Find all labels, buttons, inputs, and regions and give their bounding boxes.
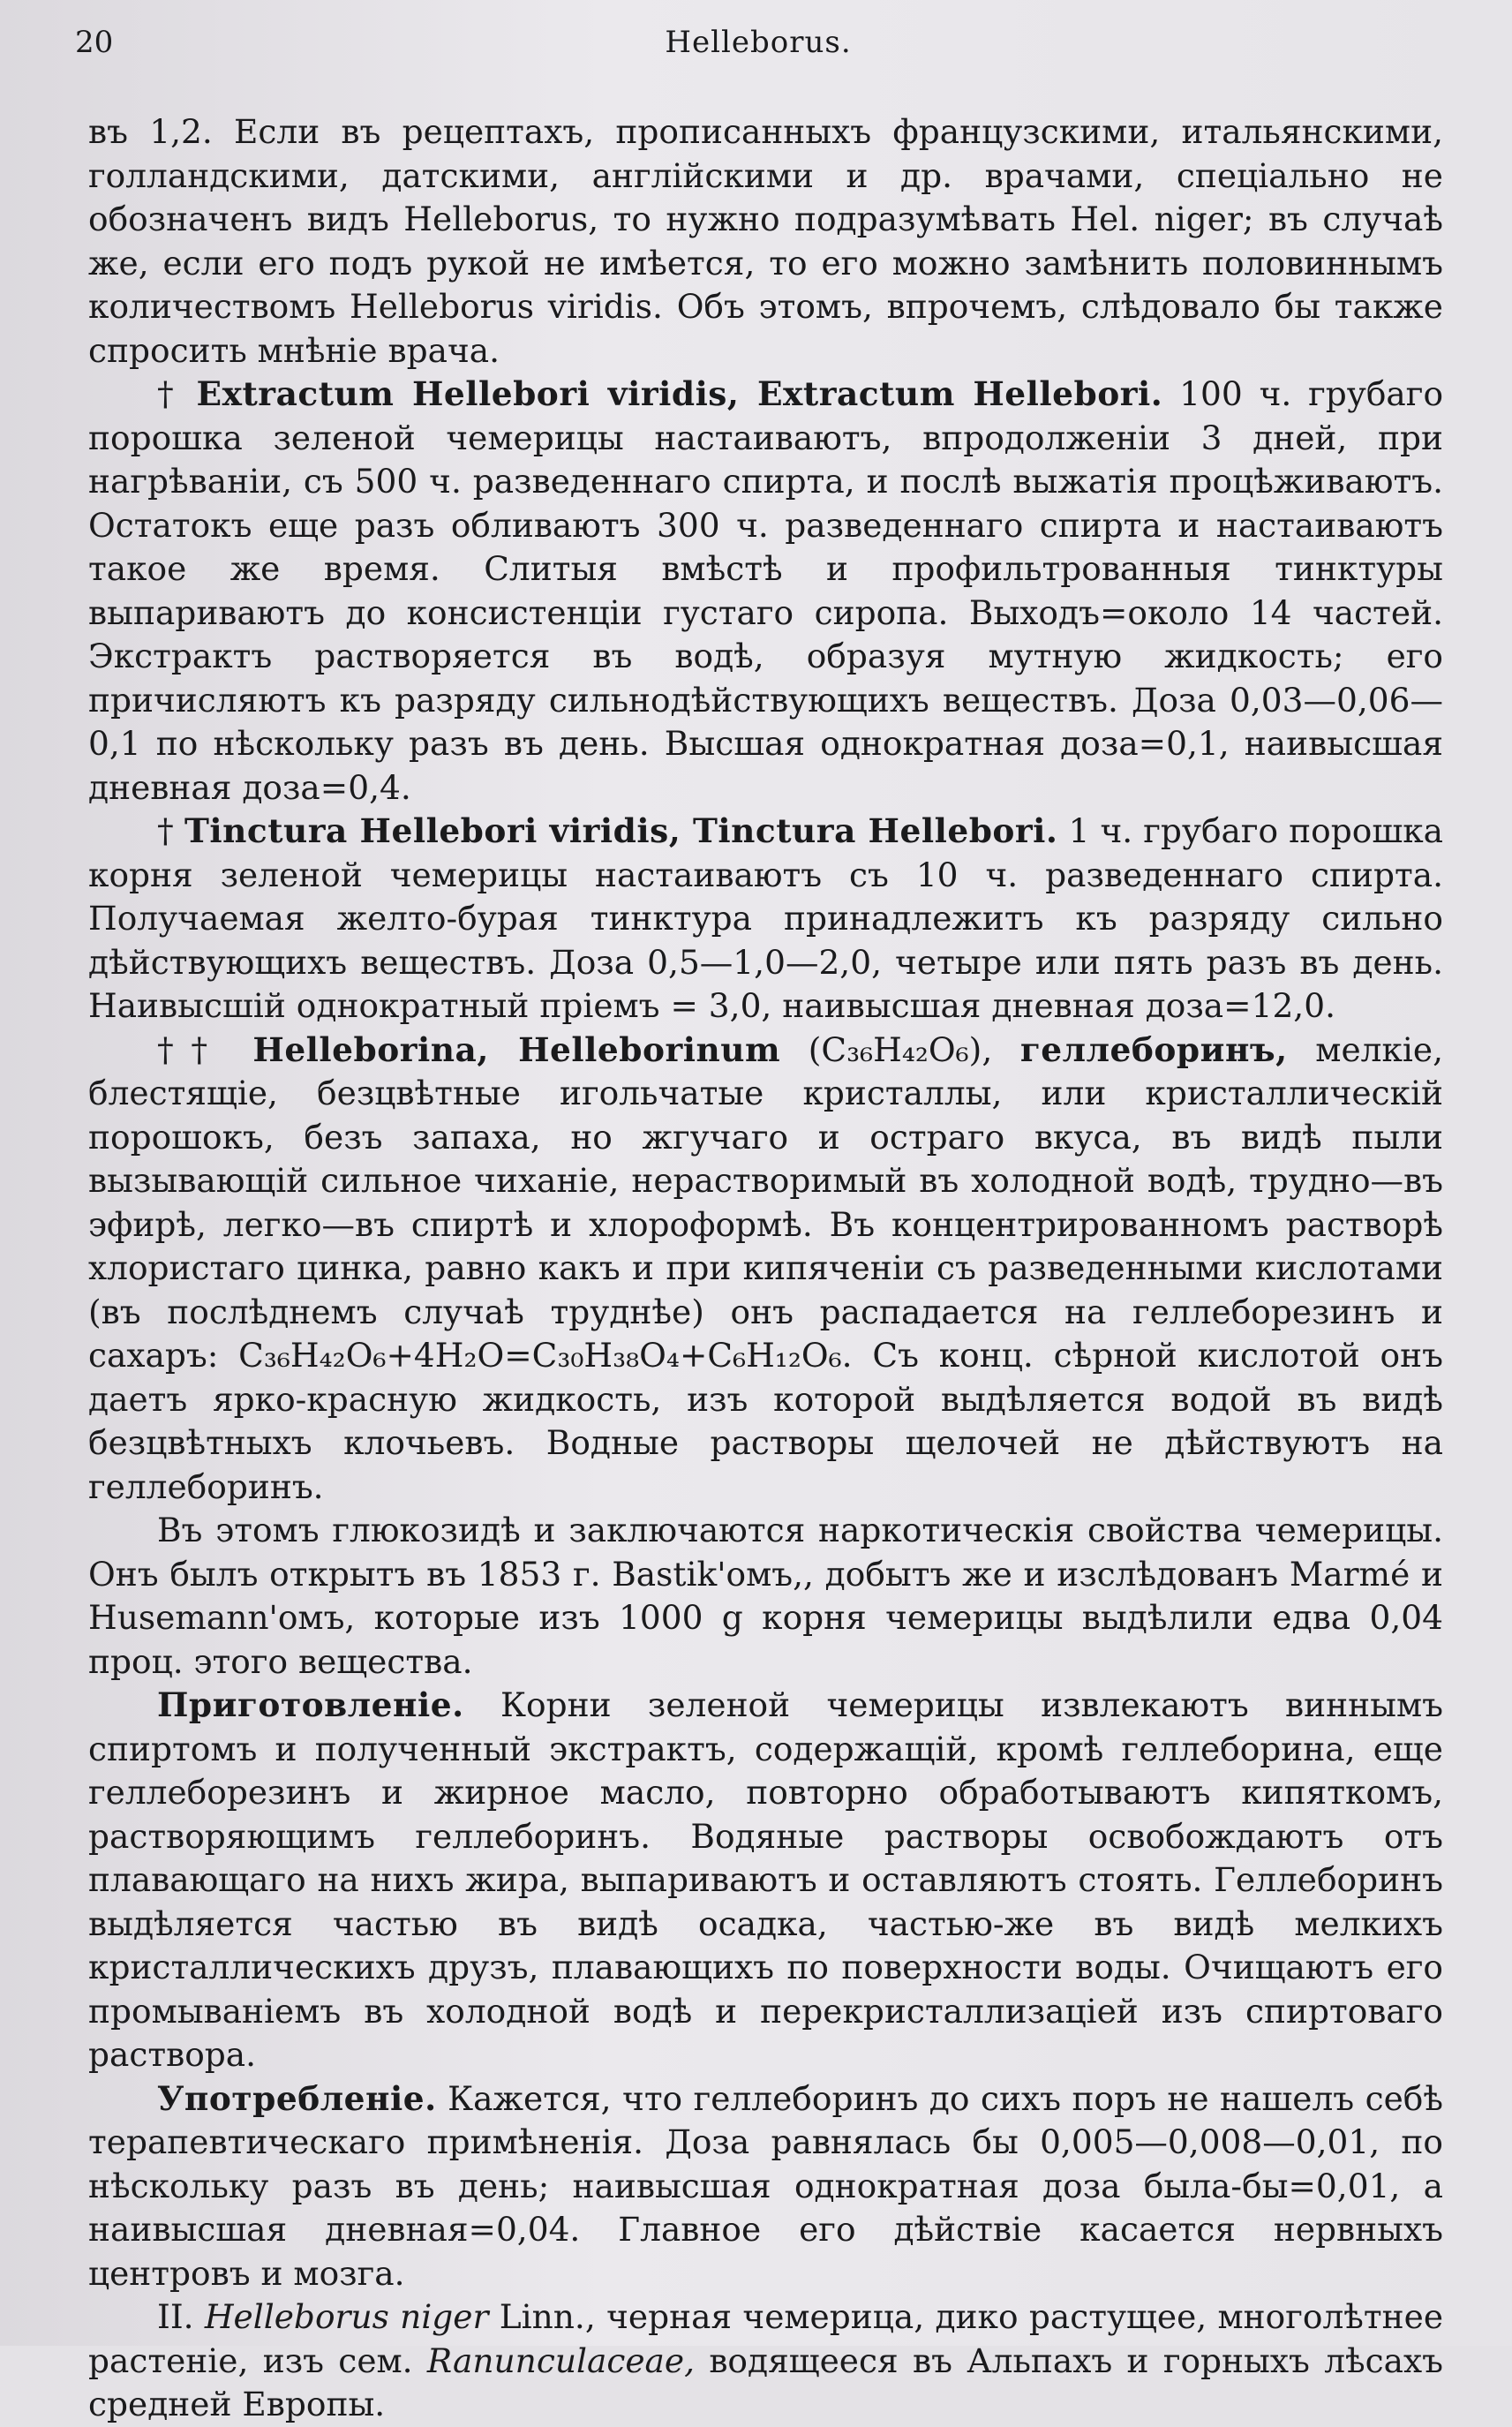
page-header — [75, 25, 1441, 69]
entry-heading-extractum: Extractum Hellebori viridis, Extractum Hellebori. — [196, 374, 1163, 413]
chemical-formula: (C₃₆H₄₂O₆), — [808, 1029, 993, 1069]
entry-text-extractum: 100 ч. грубаго порошка зеленой чемерицы настаиваютъ, впродолженіи 3 дней, при нагрѣваніи, съ 500 ч. разведеннаго спирта, и послѣ выжатія процѣживаютъ. Остатокъ еще разъ обливаютъ 300 ч. разведеннаго спирта и настаиваютъ такое же время. Слитыя вмѣстѣ и профильтрованныя тинктуры выпариваютъ до консистенціи густаго сиропа. Выходъ=около 14 частей. Экстрактъ растворяется въ водѣ, образуя мутную жидкость; его причисляютъ къ разряду сильнодѣйствующихъ веществъ. Доза 0,03—0,06—0,1 по нѣскольку разъ въ день. Высшая однократная доза=0,1, наивысшая дневная доза=0,4. — [88, 374, 1444, 807]
entry-text-tinctura: 1 ч. грубаго порошка корня зеленой чемерицы настаиваютъ съ 10 ч. разведеннаго спирта. Получаемая желто-бурая тинктура принадлежитъ къ разряду сильно дѣйствующихъ веществъ. Доза 0,5—1,0—2,0, четыре или пять разъ въ день. Наивысшій однократный пріемъ = 3,0, наивысшая дневная доза=12,0. — [88, 811, 1443, 1025]
species-author: Linn., — [499, 2297, 596, 2336]
paragraph-helleborina — [88, 1029, 1443, 1510]
family-name: Ranunculaceae, — [426, 2340, 695, 2380]
poison-mark: † — [157, 374, 180, 413]
poison-mark: † — [157, 811, 174, 850]
species-text-2: водящееся въ Альпахъ и горныхъ лѣсахъ средней Европы. — [88, 2340, 1444, 2423]
page-number: 20 — [75, 25, 114, 60]
section-text-preparation: Корни зеленой чемерицы извлекаютъ виннымъ спиртомъ и полученный экстрактъ, содержащій, кромѣ геллеборина, еще геллеборезинъ и жирное масло, повторно обработываютъ кипяткомъ, растворяющимъ геллеборинъ. Водяные растворы освобождаютъ отъ плавающаго на нихъ жира, выпариваютъ и оставляютъ стоять. Геллеборинъ выдѣляется частью въ видѣ осадка, частью-же въ видѣ мелкихъ кристаллическихъ друзъ, плавающихъ по поверхности воды. Очищаютъ его промываніемъ въ холодной водѣ и перекристаллизаціей изъ спиртоваго раствора. — [88, 1685, 1443, 2074]
entry-heading-helleborina: Helleborina, Helleborinum — [252, 1029, 781, 1069]
paragraph-glucoside: Въ этомъ глюкозидѣ и заключаются наркотическія свойства чемерицы. Онъ былъ открытъ въ 1853 г. Bastik'омъ,, добытъ же и изслѣдованъ Marmé и Husemann'омъ, которые изъ 1000 g корня чемерицы выдѣлили едва 0,04 проц. этого вещества. — [88, 1511, 1443, 1681]
paragraph-preparation — [88, 1684, 1443, 2077]
section-heading-preparation: Приготовленіе. — [157, 1685, 464, 1724]
paragraph-tinctura — [88, 810, 1443, 1029]
section-text-usage: Кажется, что геллеборинъ до сихъ поръ не нашелъ себѣ терапевтическаго примѣненія. Доза равнялась бы 0,005—0,008—0,01, по нѣскольку разъ въ день; наивысшая однократная доза была-бы=0,01, а наивысшая дневная=0,04. Главное его дѣйствіе касается нервныхъ центровъ и мозга. — [88, 2078, 1443, 2293]
entry-text-helleborina: мелкіе, блестящіе, безцвѣтные игольчатые кристаллы, или кристаллическій порошокъ, безъ запаха, но жгучаго и остраго вкуса, въ видѣ пыли вызывающій сильное чиханіе, нерастворимый въ холодной водѣ, трудно—въ эфирѣ, легко—въ спиртѣ и хлороформѣ. Въ концентрированномъ растворѣ хлористаго цинка, равно какъ и при кипяченіи съ разведенными кислотами (въ послѣднемъ случаѣ труднѣе) онъ распадается на геллеборезинъ и сахаръ: C₃₆H₄₂O₆+4H₂O=C₃₀H₃₈O₄+C₆H₁₂O₆. Съ конц. сѣрной кислотой онъ даетъ ярко-красную жидкость, изъ которой выдѣляется водой въ видѣ безцвѣтныхъ клочьевъ. Водные растворы щелочей не дѣйствуютъ на геллеборинъ. — [88, 1029, 1444, 1506]
entry-heading-tinctura: Tinctura Hellebori viridis, Tinctura Hellebori. — [184, 811, 1058, 850]
section-numeral: II. — [157, 2297, 194, 2336]
running-head: Helleborus. — [665, 25, 852, 60]
section-heading-usage: Употребленіе. — [157, 2078, 437, 2118]
paragraph-1: въ 1,2. Если въ рецептахъ, прописанныхъ французскими, итальянскими, голландскими, датскими, англійскими и др. врачами, спеціально не обозначенъ видъ Helleborus, то нужно подразумѣвать Hel. niger; въ случаѣ же, если его подъ рукой не имѣется, то его можно замѣнить половиннымъ количествомъ Helleborus viridis. Объ этомъ, впрочемъ, слѣдовало бы также спросить мнѣніе врача. — [88, 112, 1443, 370]
species-name: Helleborus niger — [204, 2297, 489, 2336]
poison-mark: †† — [157, 1029, 225, 1069]
entry-heading-russian: геллеборинъ, — [1019, 1029, 1288, 1069]
paragraph-helleborus-niger — [88, 2295, 1443, 2427]
species-text-1: черная чемерица, дико растущее, многолѣтнее растеніе, изъ сем. — [88, 2297, 1444, 2380]
paragraph-usage — [88, 2077, 1443, 2296]
paragraph-extractum — [88, 373, 1443, 810]
body-text — [88, 110, 1443, 2427]
